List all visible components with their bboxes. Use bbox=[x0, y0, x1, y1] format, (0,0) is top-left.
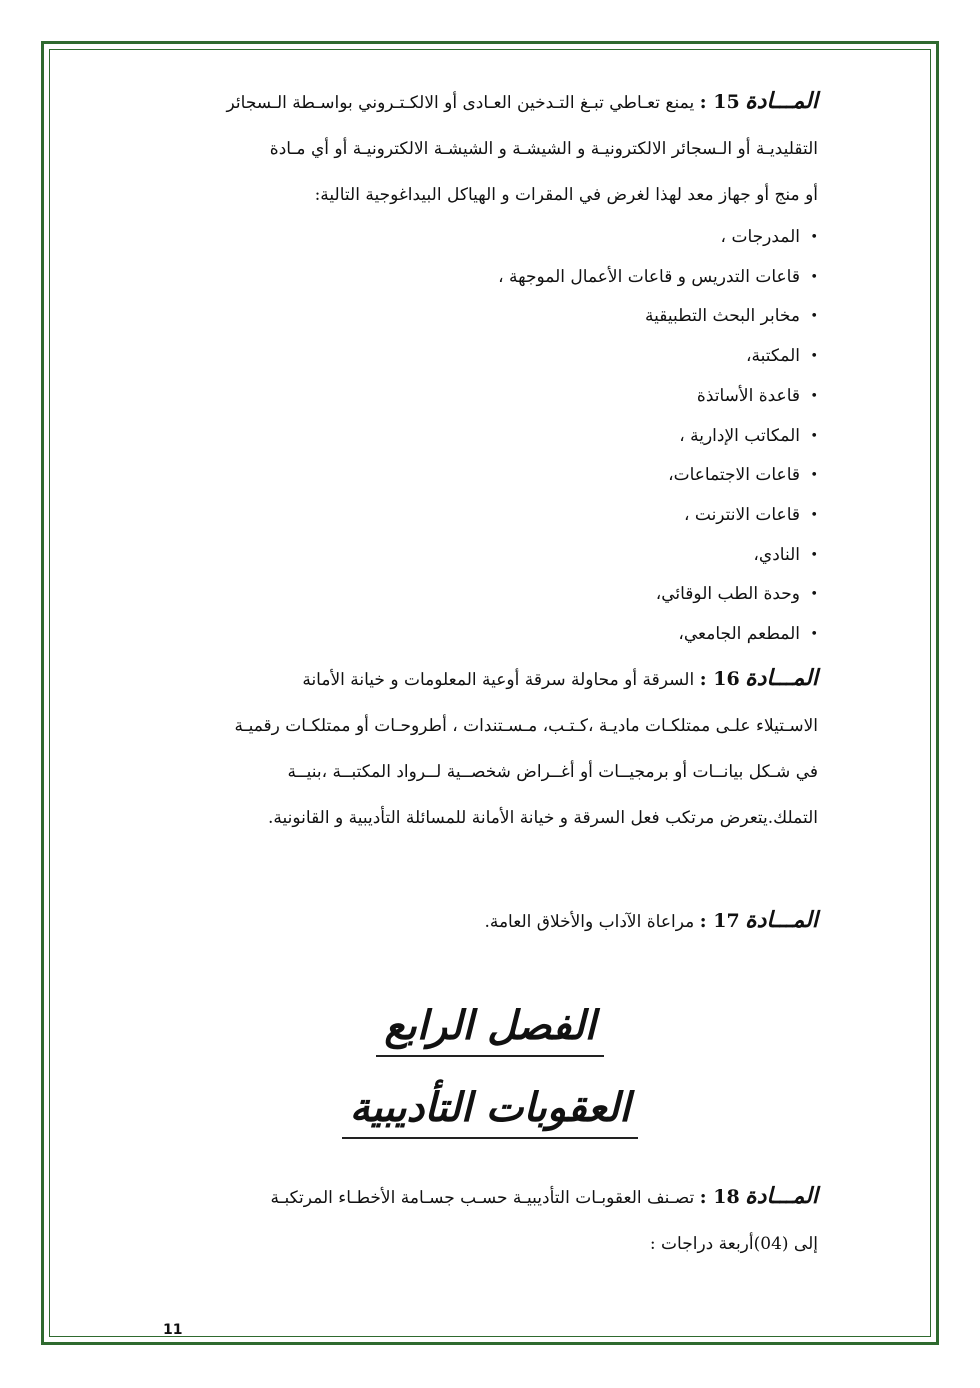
article-16-line-2: في شـكل بيانــات أو برمجيــات أو أغــراض شخصــية لــرواد المكتبــة ،بنيــة bbox=[287, 761, 818, 782]
list-item: • النادي، bbox=[162, 536, 818, 576]
article-17 bbox=[162, 897, 818, 945]
chapter-number-title: الفصل الرابع bbox=[376, 1003, 603, 1057]
article-number: 17 : bbox=[699, 909, 740, 932]
article-number: 18 : bbox=[699, 1185, 740, 1208]
article-15-line-2: التقليديـة أو الـسجائر الالكترونيـة و الشيشـة و الشيشـة الالكترونيـة أو أي مـادة bbox=[269, 139, 818, 159]
list-item: • قاعات الانترنت ، bbox=[162, 496, 818, 536]
list-item: • المكاتب الإدارية ، bbox=[162, 417, 818, 457]
article-number: 16 : bbox=[699, 667, 740, 690]
article-16-line-3: التملك.يتعرض مرتكب فعل السرقة و خيانة الأمانة للمسائلة التأديبية و القانونية. bbox=[268, 807, 818, 828]
article-label: المـــادة bbox=[745, 906, 818, 933]
list-item: • المدرجات ، bbox=[162, 218, 818, 258]
article-label: المـــادة bbox=[745, 88, 818, 114]
list-item: • المطعم الجامعي، bbox=[162, 615, 818, 655]
article-15-line-3: أو منج أو جهاز معد لهذا لغرض في المقرات و الهياكل البيداغوجية التالية: bbox=[314, 185, 818, 205]
list-item: • قاعدة الأساتذة bbox=[162, 377, 818, 417]
list-item: • المكتبة، bbox=[162, 337, 818, 377]
article-16-heading bbox=[162, 655, 818, 703]
article-15-line-1 bbox=[162, 78, 818, 126]
article-text: يمنع تعـاطي تبـغ التـدخين العـادى أو الالكـتـروني بواسـطة الـسجائر bbox=[226, 93, 695, 113]
page-content bbox=[162, 78, 818, 1267]
list-item: • وحدة الطب الوقائي، bbox=[162, 575, 818, 615]
article-text: مراعاة الآداب والأخلاق العامة. bbox=[484, 911, 695, 932]
location-list bbox=[162, 218, 818, 655]
article-label: المـــادة bbox=[745, 664, 818, 691]
article-label: المـــادة bbox=[745, 1182, 818, 1209]
article-number: 15 : bbox=[699, 91, 740, 113]
article-18-line-2: إلى (04)أربعة دراجات : bbox=[649, 1233, 818, 1254]
list-item: • قاعات التدريس و قاعات الأعمال الموجهة ، bbox=[162, 258, 818, 298]
list-item: • قاعات الاجتماعات، bbox=[162, 456, 818, 496]
article-text: السرقة أو محاولة سرقة أوعية المعلومات و خيانة الأمانة bbox=[302, 669, 695, 690]
article-text: تصـنف العقوبـات التأديبيـة حسـب جسـامة الأخطـاء المرتكبـة bbox=[270, 1187, 695, 1208]
chapter-heading bbox=[162, 1003, 818, 1139]
list-item: • مخابر البحث التطبيقية bbox=[162, 297, 818, 337]
article-18-line-1 bbox=[162, 1173, 818, 1221]
article-16-line-1: الاسـتيلاء علـى ممتلكـات ماديـة ،كـتـب، مـسـتندات ، أطروحـات أو ممتلكـات رقميـة bbox=[234, 715, 818, 736]
page-number: 11 bbox=[163, 1322, 183, 1338]
chapter-subject-title: العقوبات التأديبية bbox=[342, 1085, 639, 1139]
